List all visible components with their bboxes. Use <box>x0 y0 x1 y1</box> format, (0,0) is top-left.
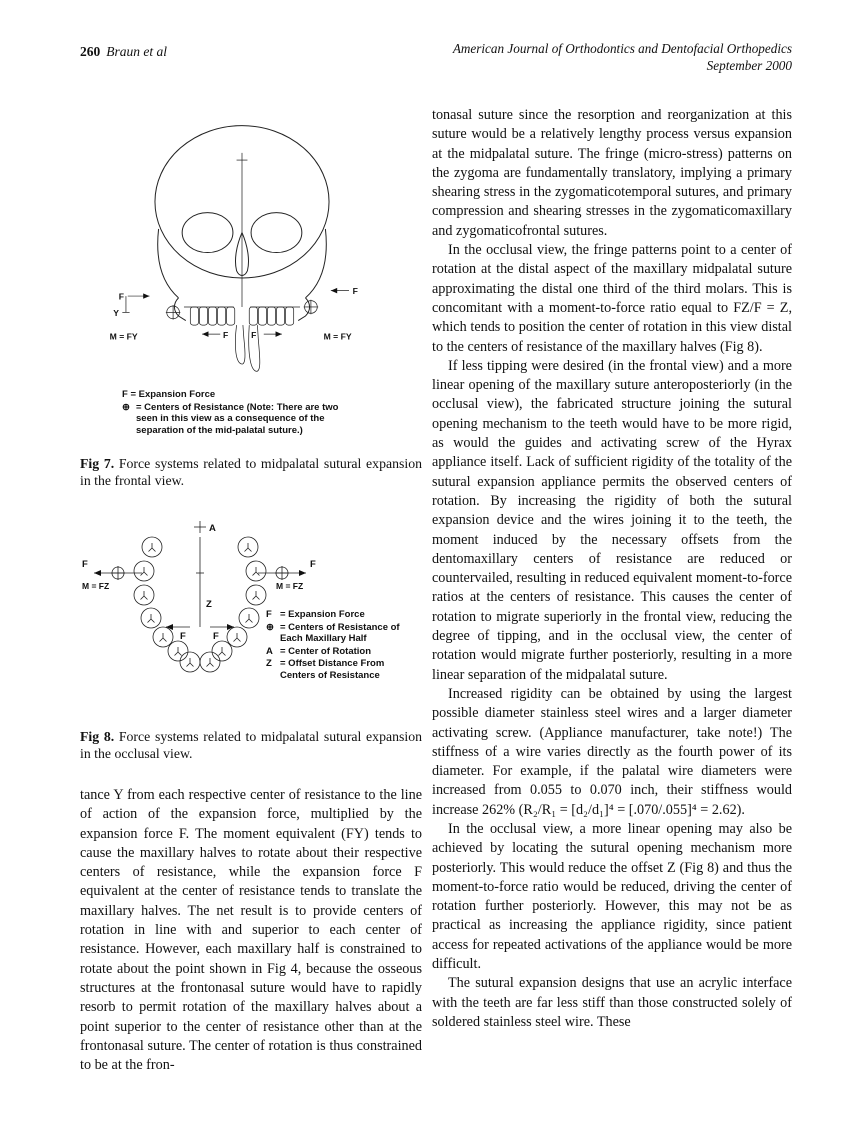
paragraph: tonasal suture since the resorption and reorganization at this suture would be a relatively lengthy process versus expansion at the midpalatal suture. The fringe (micro-stress) patterns on the zygoma are fundamentally translatory, implying a primary shearing stress in the zygomaticotemporal sutures, and primary compression and shearing stresses in the zygomaticomaxillary and zygomaticofrontal sutures. <box>432 107 792 239</box>
authors: Braun et al <box>106 44 167 59</box>
fig8-caption <box>80 729 422 762</box>
fig7-moment-label-right: M = FY <box>323 331 352 342</box>
paragraph: tance Y from each respective center of resistance to the line of action of the expansion force, multiplied by the expansion force F. The moment equivalent (FY) tends to cause the maxillary halves to rotate about their respective centers of resistance, while the expansion force F equivalent at the center of resistance tends to translate the maxillary halves. The net result is to provide centers of rotation in line with and superior to each center of resistance. However, each maxillary half is constrained to rotate about the point shown in Fig 4, because the osseous structures at the frontonasal suture would have to rapidly resorb to permit rotation of the maxillary halves about a point superior to the center of resistance other than at the frontonasal suture. The center of rotation is thus constrained to be at the fron- <box>80 787 422 1074</box>
fig8-caption-label: Fig 8. <box>80 729 115 744</box>
page-number: 260 <box>80 44 101 59</box>
fig7-legend-expansion-force: F = Expansion Force <box>122 389 216 400</box>
fig8-z-offset-label: Z <box>206 599 212 610</box>
fig7-caption <box>80 456 422 489</box>
issue-date: September 2000 <box>706 58 792 73</box>
paragraph: In the occlusal view, the fringe patterns point to a center of rotation at the distal aspect of the maxillary midpalatal suture approximating the distal one third of the third molars. This is concomitant with a moment-to-force ratio equal to FZ/F = Z, which tends to position the center of rotation in this view distal to the centers of resistance of the maxillary halves (Fig 8). <box>432 242 792 355</box>
fig8-legend-center-of-rotation: A = Center of Rotation <box>266 645 372 657</box>
fig8-container <box>80 515 422 715</box>
paragraph: If less tipping were desired (in the frontal view) and a more linear opening of the maxillary suture anteroposteriorly (in the occlusal view), the fabricated structure joining the sutural opening mechanism to the teeth would have to be more rigid, as would the guides and activating screw of the Hyrax appliance itself. Lack of sufficient rigidity of the totality of the sutural expansion appliance permits the observed centers of rotation. By increasing the rigidity of both the sutural expansion device and the wires joining it to the teeth, the moment induced by the necessary offsets from the dentomaxillary centers of resistance are reduced or countervailed, resulting in reduced equivalent moment-to-force ratios at the centers of resistance. This causes the center of rotation to migrate superiorly in the frontal view, reducing the degree of tipping, and in the occlusal view, the center of rotation would migrate further posteriorly, resulting in a more linear separation of the midpalatal suture. <box>432 357 792 683</box>
fig8-force-label-right: F <box>310 559 316 570</box>
circled-plus-icon: ⊕ <box>266 621 274 633</box>
fig7-y-offset-label: Y <box>113 308 120 319</box>
fig7-legend <box>122 389 354 436</box>
fig8-force-label-center-left: F <box>180 631 186 642</box>
fig8-caption-text: Force systems related to midpalatal sutural expansion in the occlusal view. <box>80 729 422 761</box>
fig8-legend-offset-distance: Z = Offset Distance From Centers of Resistance <box>266 658 385 681</box>
fig7-force-label-center-left: F <box>222 329 229 340</box>
left-column <box>80 100 422 1075</box>
fig7-force-label-right: F <box>352 286 358 297</box>
running-head-left <box>80 44 167 60</box>
fig7-force-label-left: F <box>118 291 124 302</box>
fig8-center-of-rotation-label: A <box>209 523 216 534</box>
right-column <box>432 106 792 1032</box>
fig8-moment-label-right: M = FZ <box>276 581 304 591</box>
fig7-caption-text: Force systems related to midpalatal sutural expansion in the frontal view. <box>80 456 422 488</box>
center-of-resistance-symbol-right <box>304 300 319 315</box>
fig8-legend-expansion-force: F = Expansion Force <box>266 609 365 620</box>
journal-title: American Journal of Orthodontics and Dentofacial Orthopedics <box>452 41 792 56</box>
fig8-legend <box>266 609 422 682</box>
fig7-caption-label: Fig 7. <box>80 456 115 471</box>
fig7-legend-centers-of-resistance: ⊕ = Centers of Resistance (Note: There are two seen in this view as a consequence of the separation of the mid-palatal suture.) <box>122 401 339 436</box>
paragraph: The sutural expansion designs that use an acrylic interface with the teeth are far less stiff than those constructed solely of soldered stainless steel wire. These <box>432 975 792 1030</box>
left-column-text <box>80 786 422 1075</box>
fig7-skull-frontal-drawing <box>106 100 378 377</box>
fig7-force-label-center-right: F <box>251 329 257 340</box>
fig8-force-label-left: F <box>82 559 88 570</box>
fig8-moment-label-left: M = FZ <box>82 581 110 591</box>
fig8-legend-centers-of-resistance: ⊕ = Centers of Resistance of Each Maxillary Half <box>266 621 400 644</box>
paragraph: Increased rigidity can be obtained by using the largest possible diameter stainless steel wires and a larger diameter activating screw. (Appliance manufacturer, take note!) The stiffness of a wire varies directly as the fourth power of its diameter. For example, if the palatal wire diameters were increased from 0.055 to 0.070 inch, their stiffness would increase 262% (R₂/R₁ = [d₂/d₁]⁴ = [.070/.055]⁴ = 2.62). <box>432 685 792 818</box>
fig8-force-label-center-right: F <box>213 631 219 642</box>
running-head-right <box>453 40 792 74</box>
circled-plus-icon: ⊕ <box>122 401 130 413</box>
fig7-moment-label-left: M = FY <box>109 331 138 342</box>
paragraph: In the occlusal view, a more linear opening may also be achieved by locating the sutural opening mechanism more posteriorly. This would reduce the offset Z (Fig 8) and thus the moment-to-force ratio would be reduced, driving the center of rotation further posteriorly. However, this may not be as practical as increasing the appliance rigidity, since patient access for repeated activations of the appliance would be more difficult. <box>432 820 792 973</box>
center-of-resistance-symbol-left <box>166 305 181 320</box>
